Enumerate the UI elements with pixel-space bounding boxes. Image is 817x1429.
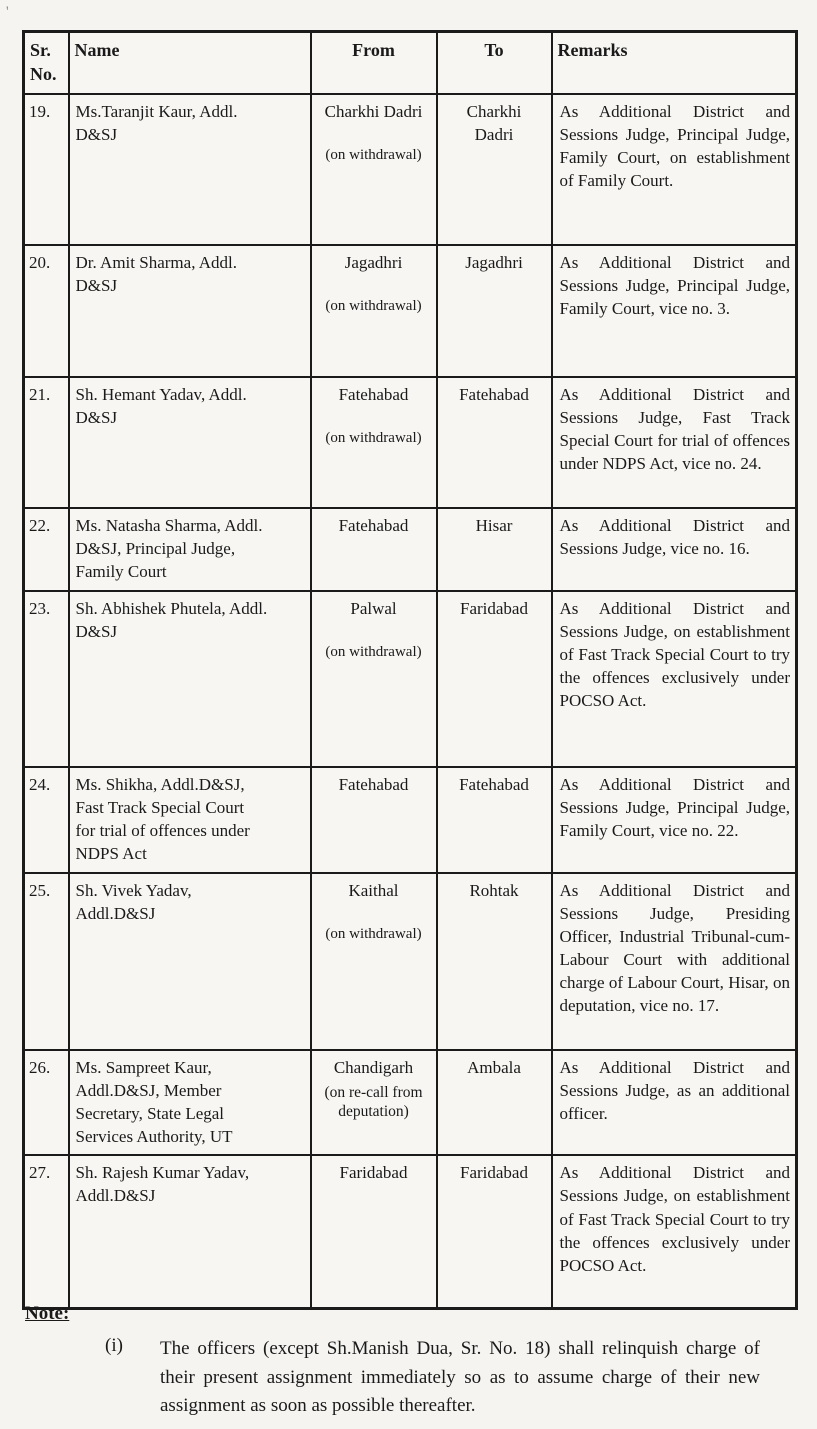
from-location: Faridabad: [339, 1163, 408, 1183]
table-body: [24, 94, 797, 1309]
column-header-to: To: [437, 32, 552, 94]
from-status-note: (on withdrawal): [325, 430, 422, 447]
note-section: [25, 1303, 795, 1421]
cell-sr-no: 26.: [24, 1050, 69, 1155]
cell-remarks: As Additional District and Sessions Judge, Principal Judge, Family Court, vice no. 22.: [552, 767, 797, 873]
table-row: [24, 1050, 797, 1155]
from-location: Charkhi Dadri: [324, 101, 423, 121]
table-row: [24, 377, 797, 508]
cell-from: [311, 377, 437, 508]
cell-sr-no: 27.: [24, 1155, 69, 1309]
table-header: [24, 32, 797, 94]
cell-officer-name: Dr. Amit Sharma, Addl. D&SJ: [69, 245, 311, 377]
cell-sr-no: 23.: [24, 591, 69, 767]
cell-sr-no: 25.: [24, 873, 69, 1050]
column-header-remarks: Remarks: [552, 32, 797, 94]
cell-to: Charkhi Dadri: [437, 94, 552, 245]
cell-sr-no: 19.: [24, 94, 69, 245]
cell-to: Jagadhri: [437, 245, 552, 377]
from-status-note: (on withdrawal): [325, 926, 422, 943]
table-row: [24, 767, 797, 873]
cell-to: Faridabad: [437, 1155, 552, 1309]
scan-artifact-mark: ': [6, 4, 9, 20]
cell-remarks: As Additional District and Sessions Judge, Fast Track Special Court for trial of offences under NDPS Act, vice no. 24.: [552, 377, 797, 508]
cell-remarks: As Additional District and Sessions Judge, on establishment of Fast Track Special Court to try the offences exclusively under POCSO Act.: [552, 591, 797, 767]
cell-to: Ambala: [437, 1050, 552, 1155]
from-location: Kaithal: [348, 880, 399, 900]
cell-from: [311, 873, 437, 1050]
table-row: [24, 94, 797, 245]
cell-officer-name: Ms. Sampreet Kaur, Addl.D&SJ, Member Secretary, State Legal Services Authority, UT: [69, 1050, 311, 1155]
cell-to: Faridabad: [437, 591, 552, 767]
cell-remarks: As Additional District and Sessions Judge, Principal Judge, Family Court, vice no. 3.: [552, 245, 797, 377]
cell-officer-name: Ms.Taranjit Kaur, Addl. D&SJ: [69, 94, 311, 245]
cell-to: Fatehabad: [437, 377, 552, 508]
transfer-order-table: [22, 30, 798, 1310]
table-row: [24, 591, 797, 767]
table-row: [24, 873, 797, 1050]
from-location: Fatehabad: [338, 515, 409, 535]
cell-officer-name: Sh. Hemant Yadav, Addl. D&SJ: [69, 377, 311, 508]
cell-to: Hisar: [437, 508, 552, 591]
from-location: Fatehabad: [338, 774, 409, 794]
cell-remarks: As Additional District and Sessions Judge, Presiding Officer, Industrial Tribunal-cum-Labour Court with additional charge of Labour Court, Hisar, on deputation, vice no. 17.: [552, 873, 797, 1050]
note-item: [25, 1335, 795, 1421]
cell-from: [311, 508, 437, 591]
column-header-sr-no: Sr. No.: [24, 32, 69, 94]
cell-officer-name: Ms. Shikha, Addl.D&SJ, Fast Track Special Court for trial of offences under NDPS Act: [69, 767, 311, 873]
from-location: Palwal: [350, 598, 397, 618]
from-location: Jagadhri: [344, 252, 403, 272]
cell-officer-name: Sh. Abhishek Phutela, Addl. D&SJ: [69, 591, 311, 767]
note-heading: Note:: [25, 1303, 70, 1324]
cell-from: [311, 591, 437, 767]
from-status-note: (on withdrawal): [325, 147, 422, 164]
cell-from: [311, 94, 437, 245]
cell-sr-no: 21.: [24, 377, 69, 508]
table-row: [24, 508, 797, 591]
cell-to: Rohtak: [437, 873, 552, 1050]
cell-remarks: As Additional District and Sessions Judge, on establishment of Fast Track Special Court to try the offences exclusively under POCSO Act.: [552, 1155, 797, 1309]
table-header-row: [24, 32, 797, 94]
cell-sr-no: 20.: [24, 245, 69, 377]
note-item-label: (i): [105, 1335, 123, 1356]
cell-remarks: As Additional District and Sessions Judge, Principal Judge, Family Court, on establishment of Family Court.: [552, 94, 797, 245]
from-status-note: (on withdrawal): [325, 298, 422, 315]
table-row: [24, 1155, 797, 1309]
cell-from: [311, 767, 437, 873]
cell-to: Fatehabad: [437, 767, 552, 873]
from-status-note: (on withdrawal): [325, 644, 422, 661]
cell-from: [311, 1050, 437, 1155]
from-status-note: (on re-call from deputation): [324, 1084, 423, 1121]
from-location: Fatehabad: [338, 384, 409, 404]
cell-sr-no: 22.: [24, 508, 69, 591]
cell-from: [311, 1155, 437, 1309]
column-header-from: From: [311, 32, 437, 94]
cell-sr-no: 24.: [24, 767, 69, 873]
cell-officer-name: Sh. Rajesh Kumar Yadav, Addl.D&SJ: [69, 1155, 311, 1309]
table-row: [24, 245, 797, 377]
from-location: Chandigarh: [333, 1057, 414, 1077]
note-item-text: The officers (except Sh.Manish Dua, Sr. No. 18) shall relinquish charge of their present assignment immediately so as to assume charge of their new assignment as soon as possible thereafter.: [160, 1338, 760, 1416]
cell-remarks: As Additional District and Sessions Judge, as an additional officer.: [552, 1050, 797, 1155]
cell-officer-name: Sh. Vivek Yadav, Addl.D&SJ: [69, 873, 311, 1050]
cell-officer-name: Ms. Natasha Sharma, Addl. D&SJ, Principal Judge, Family Court: [69, 508, 311, 591]
cell-remarks: As Additional District and Sessions Judge, vice no. 16.: [552, 508, 797, 591]
cell-from: [311, 245, 437, 377]
column-header-name: Name: [69, 32, 311, 94]
